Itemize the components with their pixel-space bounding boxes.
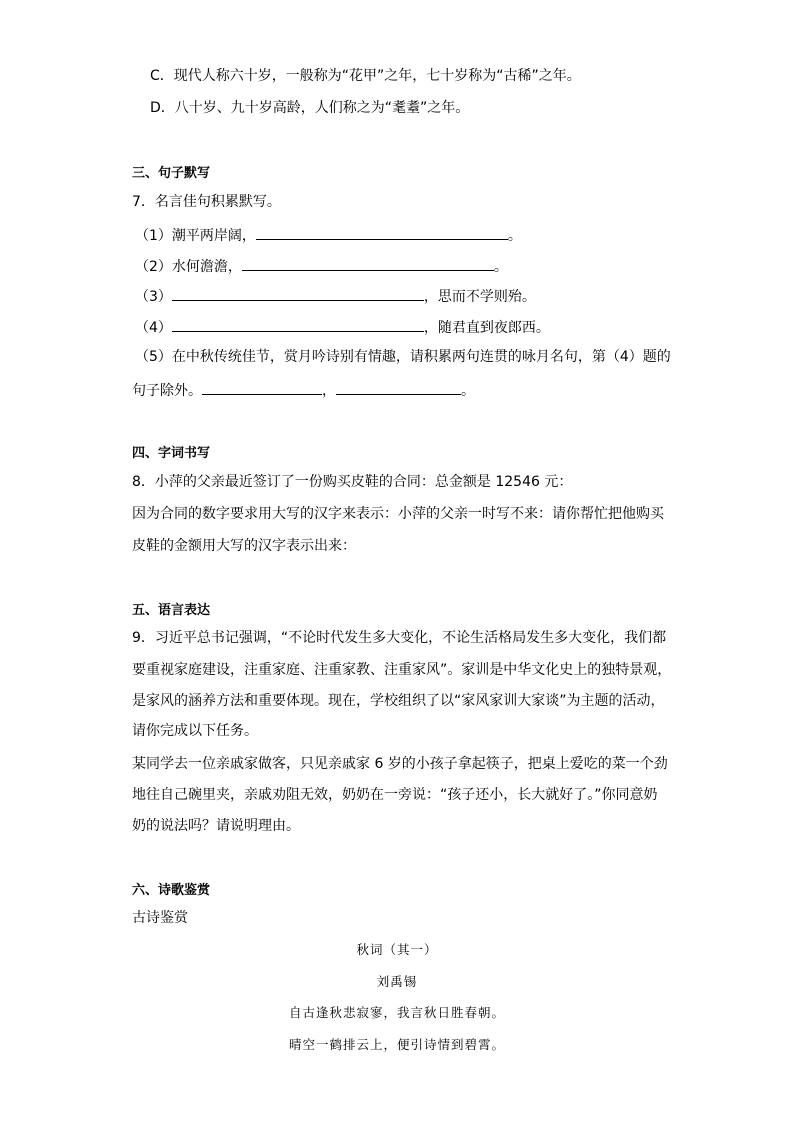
poem-line-1: 自古逢秋悲寂寥，我言秋日胜春朝。 xyxy=(288,1005,505,1020)
question-7: 7．名言佳句积累默写。 xyxy=(132,194,281,210)
fill-item-5-line1: （5）在中秋传统佳节，赏月吟诗别有情趣，请积累两句连贯的咏月名句，第（4）题的 xyxy=(135,349,671,365)
option-c: C．现代人称六十岁，一般称为“花甲”之年，七十岁称为“古稀”之年。 xyxy=(150,68,581,84)
question-9-line2: 要重视家庭建设，注重家庭、注重家教、注重家风”。家训是中华文化史上的独特景观， xyxy=(132,662,672,678)
fill-item-1-suffix: 。 xyxy=(507,228,522,244)
answer-blank-5a[interactable] xyxy=(202,380,322,395)
poem-title: 秋词（其一） xyxy=(356,942,438,957)
poem-author: 刘禹锡 xyxy=(376,974,418,989)
question-8-line2: 因为合同的数字要求用大写的汉字来表示：小萍的父亲一时写不来：请你帮忙把他购买 xyxy=(132,506,664,522)
answer-blank-5b[interactable] xyxy=(336,380,461,395)
option-d: D．八十岁、九十岁高龄，人们称之为“耄耋”之年。 xyxy=(150,100,470,116)
fill-item-5-prefix: 句子除外。 xyxy=(132,383,202,399)
section-heading-5: 五、语言表达 xyxy=(132,603,211,618)
fill-item-1-prefix: （1）潮平两岸阔， xyxy=(135,228,256,244)
section-heading-4: 四、字词书写 xyxy=(132,446,211,461)
fill-item-3-prefix: （3） xyxy=(135,289,172,305)
fill-item-1 xyxy=(135,225,522,245)
poem-line-2: 晴空一鹤排云上，便引诗情到碧霄。 xyxy=(288,1037,505,1052)
answer-blank-2[interactable] xyxy=(242,256,494,271)
question-9-line1: 9．习近平总书记强调，“不论时代发生多大变化，不论生活格局发生多大变化，我们都 xyxy=(132,630,667,646)
fill-item-4 xyxy=(135,317,550,337)
question-8-line3: 皮鞋的金额用大写的汉字表示出来： xyxy=(132,538,356,554)
question-9-line4: 请你完成以下任务。 xyxy=(132,723,258,739)
fill-item-5-end: 。 xyxy=(461,383,475,399)
question-9-line5: 某同学去一位亲戚家做客，只见亲戚家 6 岁的小孩子拿起筷子，把桌上爱吃的菜一个劲 xyxy=(132,756,668,772)
section-heading-3: 三、句子默写 xyxy=(132,166,211,181)
answer-blank-4[interactable] xyxy=(172,317,424,332)
question-9-line3: 是家风的涵养方法和重要体现。现在，学校组织了以“家风家训大家谈”为主题的活动， xyxy=(132,693,665,709)
question-8-line1: 8．小萍的父亲最近签订了一份购买皮鞋的合同：总金额是 12546 元： xyxy=(132,474,573,490)
fill-item-5-mid: ， xyxy=(322,383,336,399)
fill-item-2-prefix: （2）水何澹澹， xyxy=(135,259,242,275)
section-heading-6: 六、诗歌鉴赏 xyxy=(132,883,211,898)
fill-item-5-line2 xyxy=(132,380,475,400)
fill-item-4-prefix: （4） xyxy=(135,320,172,336)
fill-item-2 xyxy=(135,256,508,276)
fill-item-3-suffix: ，思而不学则殆。 xyxy=(423,289,536,305)
fill-item-4-suffix: ，随君直到夜郎西。 xyxy=(423,320,550,336)
answer-blank-3[interactable] xyxy=(172,286,424,301)
fill-item-3 xyxy=(135,286,536,306)
fill-item-2-suffix: 。 xyxy=(493,259,508,275)
poem-subheading: 古诗鉴赏 xyxy=(132,910,188,926)
question-9-line7: 奶的说法吗？请说明理由。 xyxy=(132,818,300,834)
answer-blank-1[interactable] xyxy=(256,225,508,240)
question-9-line6: 地往自己碗里夹，亲戚劝阻无效，奶奶在一旁说：“孩子还小，长大就好了。”你同意奶 xyxy=(132,787,658,803)
